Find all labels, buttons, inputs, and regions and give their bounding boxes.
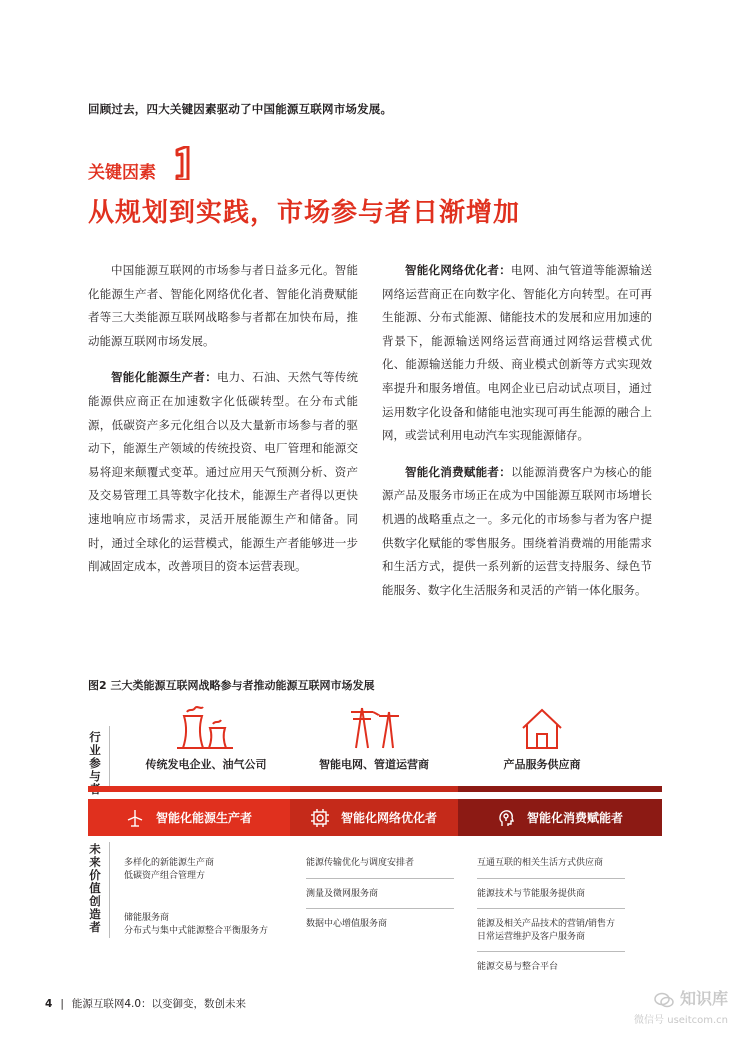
key-factor-number-graphic (174, 146, 196, 180)
figure-title: 图2 三大类能源互联网战略参与者推动能源互联网市场发展 (88, 679, 375, 692)
intro-sentence: 回顾过去，四大关键因素驱动了中国能源互联网市场发展。 (88, 102, 393, 116)
watermark-title: 知识库 (679, 989, 728, 1008)
segment-label: 智能化能源生产者 (155, 811, 252, 825)
value-item: 多样化的新能源生产商 低碳资产组合管理方 (124, 858, 215, 881)
segment-label: 智能化网络优化者 (340, 811, 437, 825)
paragraph: 智能化网络优化者：电网、油气管道等能源输送网络运营商正在向数字化、智能化方向转型。在可再生能源、分布式能源、储能技术的发展和应用加速的背景下，能源输送网络运营商通过网络运营模式优化、能源输送能力升级、商业模式创新等方式实现效率提升和服务增值。电网企业已启动试点项目，通过运用数字化设备和储能电池实现可再生能源的融合上网，或尝试利用电动汽车实现能源储存。 (382, 263, 653, 443)
watermark (634, 986, 728, 1026)
brain-head-icon (497, 809, 515, 827)
value-column-producer (124, 857, 284, 954)
participant-name: 产品服务供应商 (503, 758, 581, 771)
segment-network-optimizer (290, 799, 458, 836)
page-footer (45, 996, 246, 1011)
participant-name: 传统发电企业、油气公司 (145, 758, 267, 771)
headline: 从规划到实践，市场参与者日渐增加 (88, 198, 521, 228)
divider (109, 726, 110, 790)
house-icon (511, 706, 573, 750)
value-item: 能源传输优化与调度安排者 (306, 857, 454, 879)
participant-service (458, 706, 626, 782)
value-column-network (306, 857, 454, 948)
value-item: 能源交易与整合平台 (477, 962, 559, 972)
divider (109, 842, 110, 938)
participant-power (122, 706, 290, 782)
value-item: 互通互联的相关生活方式供应商 (477, 857, 625, 879)
segment-label: 智能化消费赋能者 (526, 811, 623, 825)
value-column-consumer (477, 857, 625, 991)
paragraph: 中国能源互联网的市场参与者日益多元化。智能化能源生产者、智能化网络优化者、智能化消费赋能者等三大类能源互联网战略参与者都在加快布局，推动能源互联网市场发展。 (88, 263, 358, 348)
wind-turbine-icon (126, 809, 144, 827)
right-column (382, 259, 652, 602)
value-item: 数据中心增值服务商 (306, 919, 388, 929)
segment-energy-producer (88, 799, 290, 836)
footer-title: 能源互联网4.0：以变御变，数创未来 (71, 998, 247, 1010)
segment-consumer-enabler (458, 799, 662, 836)
left-column (88, 259, 358, 579)
chip-icon (311, 809, 329, 827)
value-item: 测量及微网服务商 (306, 888, 454, 910)
paragraph: 智能化能源生产者：电力、石油、天然气等传统能源供应商正在加速数字化低碳转型。在分布式能源，低碳资产多元化组合以及大量新市场参与者的驱动下，能源生产领域的传统投资、电厂管理和能源交易将迎来颠覆式变革。通过应用天气预测分析、资产及交易管理工具等数字化技术，能源生产者得以更快速地响应市场需求，灵活开展能源生产和储备。同时，通过全球化的运营模式，能源生产者能够进一步削减固定成本，改善项目的资本运营表现。 (88, 370, 359, 574)
value-item: 能源技术与节能服务提供商 (477, 888, 625, 910)
side-label-value-creators: 未来价值创造者 (89, 842, 101, 934)
wechat-icon (654, 992, 674, 1008)
page-number: 4 (45, 998, 53, 1010)
power-plant-icon (175, 706, 237, 750)
strategic-participants-bar (88, 799, 662, 836)
value-item: 储能服务商 分布式与集中式能源整合平衡服务方 (124, 913, 269, 936)
participant-bar (88, 786, 662, 792)
power-tower-icon (343, 706, 405, 750)
value-item: 能源及相关产品技术的营销/销售方 日常运营维护及客户服务商 (477, 918, 625, 952)
participant-grid (290, 706, 458, 782)
key-factor-label: 关键因素 (88, 163, 156, 183)
watermark-id: 微信号 useitcom.cn (634, 1015, 728, 1026)
side-label-participants: 行业参与 (89, 730, 101, 783)
footer-separator: | (60, 998, 64, 1010)
paragraph: 智能化消费赋能者：以能源消费客户为核心的能源产品及服务市场正在成为中国能源互联网市场增长机遇的战略重点之一。多元化的市场参与者为客户提供数字化赋能的零售服务。围绕着消费端的用能需求和生活方式，提供一系列新的运营支持服务、绿色节能服务、数字化生活服务和灵活的产销一体化服务。 (382, 464, 653, 597)
participant-name: 智能电网、管道运营商 (319, 758, 429, 771)
